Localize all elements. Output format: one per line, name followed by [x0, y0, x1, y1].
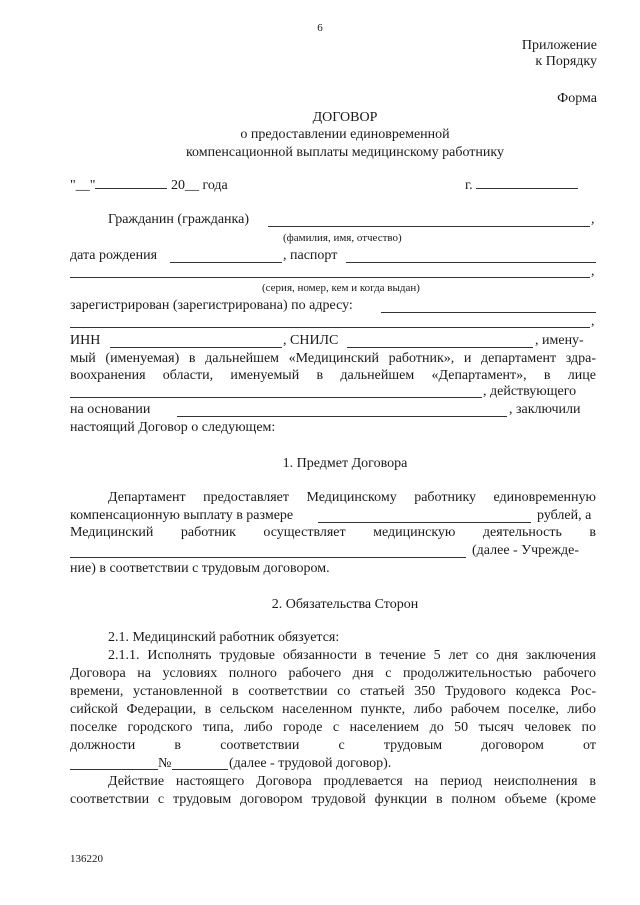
passport-comma: ,: [591, 264, 595, 279]
clause-2-1-1-line-6: должности в соответствии с трудовым договором от: [70, 738, 596, 753]
clause-2-1-1-line-5: поселке городского типа, либо городе с населением до 50 тысяч человек по: [70, 720, 596, 735]
inn-blank[interactable]: [110, 347, 282, 348]
passport-label: , паспорт: [283, 248, 338, 263]
city-line: [465, 177, 578, 194]
section1-line-4: (далее - Учрежде-: [472, 543, 580, 558]
passport-caption: (серия, номер, кем и когда выдан): [262, 282, 420, 294]
citizen-name-blank[interactable]: [268, 226, 590, 227]
snils-label: , СНИЛС: [283, 333, 339, 348]
clause-2-1: 2.1. Медицинский работник обязуется:: [108, 630, 340, 645]
address-comma: ,: [591, 314, 595, 329]
party-text-1: мый (именуемая) в дальнейшем «Медицинский работник», и департамент здра-: [70, 351, 596, 366]
section1-heading: 1. Предмет Договора: [282, 456, 408, 471]
basis-label: на основании: [70, 402, 151, 417]
section1-line-1: Департамент предоставляет Медицинскому работнику единовременную: [108, 490, 596, 505]
party-text-3: настоящий Договор о следующем:: [70, 420, 276, 435]
date-line: [70, 177, 228, 194]
section1-line-3: Медицинский работник осуществляет медицинскую деятельность в: [70, 525, 596, 540]
birth-label: дата рождения: [70, 248, 158, 263]
basis-blank[interactable]: [177, 416, 507, 417]
clause-2-1-1-line-2: Договора на условиях полного рабочего дня с продолжительностью рабочего: [70, 666, 596, 681]
document-subtitle-2: компенсационной выплаты медицинскому работнику: [185, 145, 505, 160]
month-blank[interactable]: [95, 177, 167, 189]
address-blank[interactable]: [381, 312, 596, 313]
clause-2-1-1-line-3: времени, установленной в соответствии со статьей 350 Трудового кодекса Рос-: [70, 684, 596, 699]
inn-label: ИНН: [70, 333, 101, 348]
representative-blank[interactable]: [70, 397, 482, 398]
appendix-line2: к Порядку: [535, 54, 597, 69]
document-title: ДОГОВОР: [312, 110, 378, 125]
clause-2-1-1-line-4: сийской Федерации, в сельском населенном пункте, либо рабочем поселке, либо: [70, 702, 596, 717]
acting-text: , действующего: [483, 384, 577, 399]
passport-blank-2[interactable]: [70, 277, 590, 278]
snils-blank[interactable]: [347, 347, 533, 348]
year-suffix: года: [202, 178, 228, 193]
concluded-text: , заключили: [509, 402, 581, 417]
appendix-note: [522, 38, 597, 70]
city-label: г.: [465, 178, 473, 193]
citizen-label: Гражданин (гражданка): [108, 212, 249, 227]
address-blank-2[interactable]: [70, 327, 590, 328]
year-prefix: 20__: [170, 178, 199, 193]
named-suffix: , имену-: [535, 333, 584, 348]
citizen-comma: ,: [591, 212, 595, 227]
footer-code: 136220: [70, 853, 103, 865]
party-text-2: воохранения области, именуемый в дальнейшем «Департамент», в лице: [70, 368, 596, 383]
passport-blank[interactable]: [346, 262, 596, 263]
clause-extension-line-1: Действие настоящего Договора продлевается на период неисполнения в: [108, 774, 596, 789]
form-label: Форма: [557, 91, 597, 106]
appendix-line1: Приложение: [521, 38, 597, 53]
page-number: 6: [317, 22, 323, 34]
amount-blank[interactable]: [318, 522, 531, 523]
contract-suffix: (далее - трудовой договор).: [229, 756, 392, 771]
birth-date-blank[interactable]: [170, 262, 282, 263]
registered-label: зарегистрирован (зарегистрирована) по адресу:: [70, 298, 353, 313]
document-subtitle-1: о предоставлении единовременной: [240, 127, 450, 142]
clause-2-1-1-line-1: 2.1.1. Исполнять трудовые обязанности в течение 5 лет со дня заключения: [108, 648, 596, 663]
day-field: "__": [70, 178, 96, 193]
section2-heading: 2. Обязательства Сторон: [271, 597, 419, 612]
city-blank[interactable]: [476, 177, 578, 189]
institution-blank[interactable]: [70, 557, 466, 558]
number-sign: №: [158, 756, 172, 771]
clause-extension-line-2: соответствии с трудовым договором трудовой функции в полном объеме (кроме: [70, 792, 596, 807]
contract-number-blank[interactable]: [172, 769, 228, 770]
section1-line-5: ние) в соответствии с трудовым договором.: [70, 561, 330, 576]
fio-caption: (фамилия, имя, отчество): [283, 232, 402, 244]
section1-line-2a: компенсационную выплату в размере: [70, 508, 294, 523]
section1-line-2b: рублей, а: [537, 508, 592, 523]
contract-date-blank[interactable]: [70, 769, 158, 770]
